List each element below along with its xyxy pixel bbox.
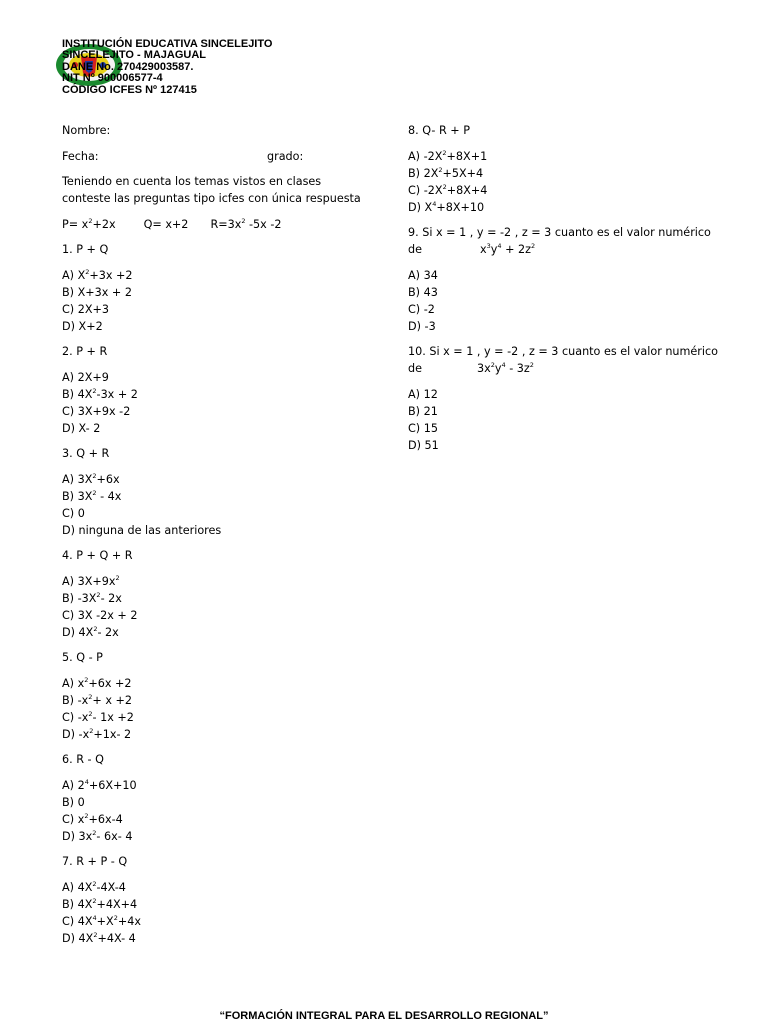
option-b: B) $-3X^2-$ 2x [62,590,122,605]
question-7 [62,853,382,947]
option-d: D) X+2 [62,319,103,333]
question-title: 9. Si x = 1 , y = -2 , z = 3 cuanto es el valor numérico [408,226,711,239]
question-title: 4. P + Q + R [62,549,133,562]
option-c: C) 0 [62,506,85,520]
question-10 [408,343,738,454]
fecha-grado-row [62,148,382,165]
option-d: D) X- 2 [62,421,101,435]
option-c: C) $4X^4+X^2+4x$ [62,913,141,928]
option-c: C) 3X+9x -2 [62,404,131,418]
option-a: A) $-2X^2+8X+1$ [408,148,488,163]
footer-motto: “FORMACIÓN INTEGRAL PARA EL DESARROLLO REGIONAL” [219,1010,549,1022]
option-a: A) $3X^2+6x$ [62,471,120,486]
option-b: B) $2X^2+5X+4$ [408,165,484,180]
option-d: D) ninguna de las anteriores [62,523,222,537]
option-d: D) $4X^2+4X-$ 4 [62,930,136,945]
question-title: 3. Q + R [62,447,110,460]
option-b: B) 43 [408,285,438,299]
option-d: D) 51 [408,438,439,452]
nombre-field: Nombre: [62,124,111,137]
question-3 [62,445,382,539]
question-title: 5. Q - P [62,651,103,664]
fecha-field: Fecha: [62,149,99,163]
option-b: B) $4X^2-3x + 2$ [62,386,138,401]
definitions: $P= x^2+2x$ Q= x+2 $R=3x^2$ -5x -2 [62,216,282,231]
left-column [62,122,382,947]
option-c: C) 2X+3 [62,302,110,316]
question-expression: de $x^3y^4 + 2z^2$ [408,242,536,256]
school-icfes: CÓDIGO ICFES Nº 127415 [62,83,197,96]
grado-field: grado: [267,149,304,163]
option-a: A) $3X+9x^2$ [62,573,120,588]
option-d: D) $4X^2-$ 2x [62,624,119,639]
question-title: 6. R - Q [62,753,104,766]
option-a: A) 34 [408,268,438,282]
option-c: C) 3X -2x + 2 [62,608,138,622]
question-4 [62,547,382,641]
question-1 [62,241,382,335]
option-b: B) $4X^2+4X+4$ [62,896,138,911]
option-c: C) $x^2+6x-4$ [62,811,123,826]
option-d: D) $3x^2-$ 6x- 4 [62,828,133,843]
intro-line-2: conteste las preguntas tipo icfes con única respuesta [62,192,361,205]
option-b: B) 21 [408,404,438,418]
option-a: A) $X^2+3x +2$ [62,267,133,282]
option-a: A) $2^4+6X+10$ [62,777,137,792]
school-name: INSTITUCIÓN EDUCATIVA SINCELEJITO [62,38,273,50]
question-5 [62,649,382,743]
option-d: D) $-x^2+1x-$ 2 [62,726,132,741]
school-dane: DANE No. 270429003587. [62,60,194,73]
option-a: A) 2X+9 [62,370,109,384]
school-location: SINCELEJITO - MAJAGUAL [62,49,207,62]
option-b: B) X+3x + 2 [62,285,132,299]
option-b: B) 0 [62,795,85,809]
school-nit: NIT Nº 900006577-4 [62,72,163,85]
option-a: A) 12 [408,387,438,401]
option-a: A) $4X^2-4X-4$ [62,879,126,894]
option-b: B) $3X^2 - 4x$ [62,488,122,503]
question-title: 10. Si x = 1 , y = -2 , z = 3 cuanto es el valor numérico [408,345,719,358]
question-title: 7. R + P - Q [62,855,128,868]
question-8 [408,122,738,216]
question-title: 8. Q- R + P [408,124,470,137]
option-d: D) -3 [408,319,436,333]
option-b: B) $-x^2+ x +2$ [62,692,133,707]
intro-line-1: Teniendo en cuenta los temas vistos en clases [62,175,322,188]
option-c: C) -2 [408,302,435,316]
question-6 [62,751,382,845]
question-title: 2. P + R [62,345,108,358]
option-d: D) $X^4+8X+10$ [408,199,485,214]
question-2 [62,343,382,437]
right-column [408,122,738,454]
question-expression: de $3x^2y^4 - 3z^2$ [408,361,534,375]
option-c: C) $-2X^2+8X+4$ [408,182,488,197]
question-9 [408,224,738,335]
option-c: C) 15 [408,421,438,435]
option-a: A) $x^2+6x +2$ [62,675,132,690]
option-c: C) $-x^2-$ 1x +2 [62,709,134,724]
school-header [62,39,272,96]
question-title: 1. P + Q [62,243,109,256]
